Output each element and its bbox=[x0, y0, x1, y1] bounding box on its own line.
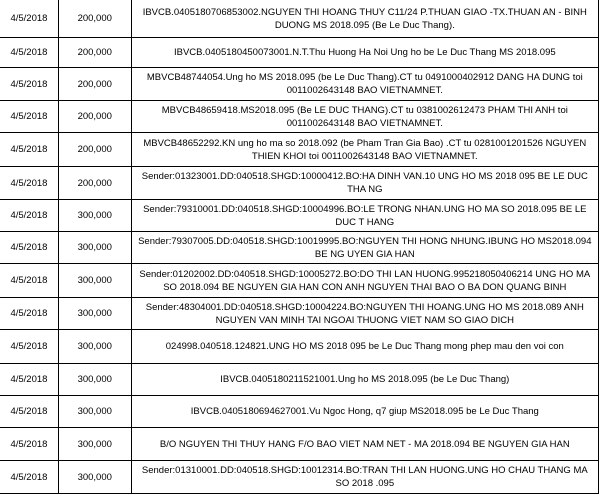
amount-cell: 200,000 bbox=[58, 133, 131, 167]
amount-cell: 300,000 bbox=[58, 200, 131, 232]
amount-cell: 200,000 bbox=[58, 38, 131, 68]
description-cell: 024998.040518.124821.UNG HO MS 2018 095 be Le Duc Thang mong phep mau den voi con bbox=[131, 330, 598, 364]
table-row bbox=[0, 298, 599, 330]
table-row bbox=[0, 428, 599, 461]
date-cell: 4/5/2018 bbox=[0, 133, 58, 167]
table-row bbox=[0, 101, 599, 133]
table-row bbox=[0, 364, 599, 396]
date-cell: 4/5/2018 bbox=[0, 428, 58, 461]
description-cell: B/O NGUYEN THI THUY HANG F/O BAO VIET NAM NET - MA 2018.094 BE NGUYEN GIA HAN bbox=[131, 428, 598, 461]
date-cell: 4/5/2018 bbox=[0, 167, 58, 200]
table-row bbox=[0, 133, 599, 167]
description-cell: Sender:79307005.DD:040518.SHGD:10019995.BO:NGUYEN THI HONG NHUNG.IBUNG HO MS2018.094 BE NG UYEN GIA HAN bbox=[131, 232, 598, 264]
table-row bbox=[0, 396, 599, 428]
date-cell: 4/5/2018 bbox=[0, 68, 58, 101]
table-row bbox=[0, 232, 599, 264]
table-row bbox=[0, 0, 599, 38]
amount-cell: 300,000 bbox=[58, 364, 131, 396]
table-row bbox=[0, 200, 599, 232]
description-cell: MBVCB48659418.MS2018.095 (Be LE DUC THANG).CT tu 0381002612473 PHAM THI ANH toi 0011002643148 BAO VIETNAMNET. bbox=[131, 101, 598, 133]
amount-cell: 300,000 bbox=[58, 428, 131, 461]
amount-cell: 300,000 bbox=[58, 298, 131, 330]
date-cell: 4/5/2018 bbox=[0, 461, 58, 494]
date-cell: 4/5/2018 bbox=[0, 364, 58, 396]
amount-cell: 300,000 bbox=[58, 461, 131, 494]
description-cell: IBVCB.0405180211521001.Ung ho MS 2018.095 (be Le Duc Thang) bbox=[131, 364, 598, 396]
table-row bbox=[0, 68, 599, 101]
date-cell: 4/5/2018 bbox=[0, 200, 58, 232]
amount-cell: 200,000 bbox=[58, 0, 131, 38]
amount-cell: 200,000 bbox=[58, 68, 131, 101]
date-cell: 4/5/2018 bbox=[0, 0, 58, 38]
description-cell: Sender:01202002.DD:040518.SHGD:10005272.BO:DO THI LAN HUONG.995218050406214 UNG HO MA SO 2018.094 BE NGUYEN GIA HAN CON ANH NGUYEN THAI BAO O BA DON QUANG BINH bbox=[131, 264, 598, 298]
table-row bbox=[0, 167, 599, 200]
description-cell: MBVCB48744054.Ung ho MS 2018.095 (be Le Duc Thang).CT tu 0491000402912 DANG HA DUNG toi 0011002643148 BAO VIETNAMNET. bbox=[131, 68, 598, 101]
date-cell: 4/5/2018 bbox=[0, 232, 58, 264]
amount-cell: 200,000 bbox=[58, 167, 131, 200]
amount-cell: 300,000 bbox=[58, 264, 131, 298]
description-cell: Sender:01310001.DD:040518.SHGD:10012314.BO:TRAN THI LAN HUONG.UNG HO CHAU THANG MA SO 2018 .095 bbox=[131, 461, 598, 494]
description-cell: IBVCB.0405180694627001.Vu Ngoc Hong, q7 giup MS2018.095 be Le Duc Thang bbox=[131, 396, 598, 428]
description-cell: IBVCB.0405180706853002.NGUYEN THI HOANG THUY C11/24 P.THUAN GIAO -TX.THUAN AN - BINH DUONG MS 2018.095 (Be Le Duc Thang). bbox=[131, 0, 598, 38]
description-cell: Sender:48304001.DD:040518.SHGD:10004224.BO:NGUYEN THI HOANG.UNG HO MS 2018.089 ANH NGUYEN VAN MINH TAI NGOAI THUONG VIET NAM SO GIAO DICH bbox=[131, 298, 598, 330]
date-cell: 4/5/2018 bbox=[0, 396, 58, 428]
description-cell: Sender:79310001.DD:040518.SHGD:10004996.BO:LE TRONG NHAN.UNG HO MA SO 2018.095 BE LE DUC T HANG bbox=[131, 200, 598, 232]
description-cell: IBVCB.0405180450073001.N.T.Thu Huong Ha Noi Ung ho be Le Duc Thang MS 2018.095 bbox=[131, 38, 598, 68]
date-cell: 4/5/2018 bbox=[0, 38, 58, 68]
amount-cell: 300,000 bbox=[58, 330, 131, 364]
date-cell: 4/5/2018 bbox=[0, 101, 58, 133]
date-cell: 4/5/2018 bbox=[0, 298, 58, 330]
amount-cell: 300,000 bbox=[58, 396, 131, 428]
description-cell: MBVCB48652292.KN ung ho ma so 2018.092 (be Pham Tran Gia Bao) .CT tu 0281001201526 NGUYEN THIEN KHOI toi 0011002643148 BAO VIETNAMNET. bbox=[131, 133, 598, 167]
description-cell: Sender:01323001.DD:040518.SHGD:10000412.BO:HA DINH VAN.10 UNG HO MS 2018 095 BE LE DUC THA NG bbox=[131, 167, 598, 200]
table-row bbox=[0, 330, 599, 364]
table-row bbox=[0, 264, 599, 298]
date-cell: 4/5/2018 bbox=[0, 264, 58, 298]
amount-cell: 300,000 bbox=[58, 232, 131, 264]
table-row bbox=[0, 461, 599, 494]
amount-cell: 200,000 bbox=[58, 101, 131, 133]
table-row bbox=[0, 38, 599, 68]
date-cell: 4/5/2018 bbox=[0, 330, 58, 364]
